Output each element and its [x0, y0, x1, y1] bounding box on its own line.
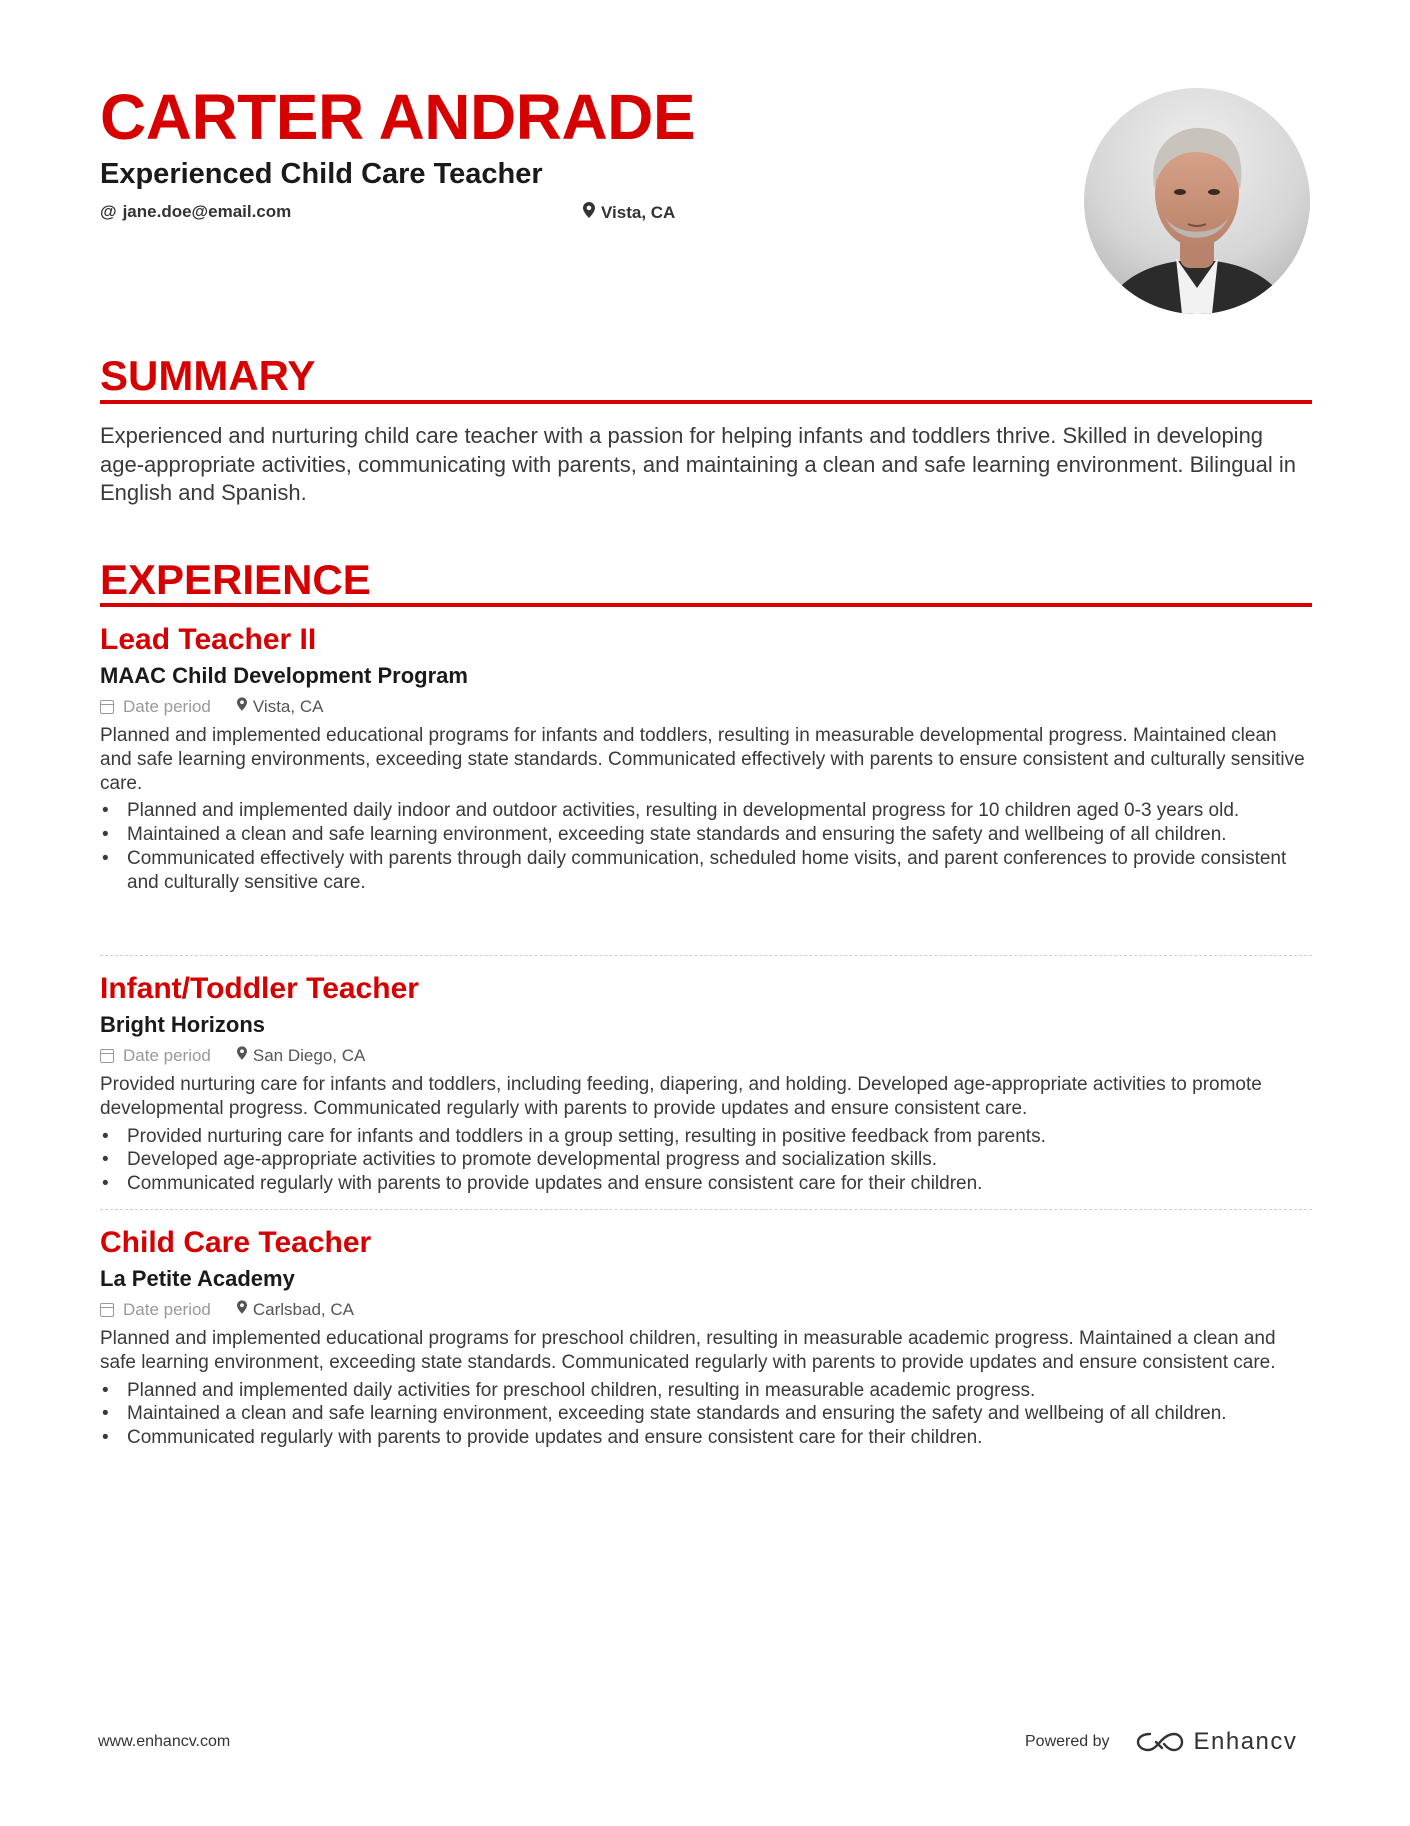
at-icon: @: [100, 202, 117, 221]
list-item: • Planned and implemented daily activities for preschool children, resulting in measurable academic progress.: [100, 1379, 1312, 1403]
job-description: Provided nurturing care for infants and toddlers, including feeding, diapering, and holding. Developed age-appropriate activities to promote developmental progress. Communicated regularly with parents to provide updates and ensure consistent care.: [100, 1074, 1262, 1119]
job-location: Carlsbad, CA: [252, 1300, 354, 1319]
job-title: Lead Teacher II: [100, 623, 317, 656]
footer-branding: [1025, 1722, 1297, 1762]
job-location: San Diego, CA: [252, 1046, 366, 1065]
experience-rule: [100, 603, 1312, 607]
email-contact[interactable]: [100, 202, 291, 222]
job-date: Date period: [123, 1046, 211, 1065]
candidate-title: Experienced Child Care Teacher: [100, 158, 543, 190]
job-divider: [100, 1209, 1312, 1210]
job-date: Date period: [123, 697, 211, 716]
experience-heading: EXPERIENCE: [100, 556, 371, 603]
job-meta: [100, 1299, 1312, 1321]
location-text: Vista, CA: [601, 202, 676, 222]
powered-by-text: Powered by: [1025, 1733, 1110, 1750]
map-pin-icon: [237, 1299, 247, 1321]
job-title: Child Care Teacher: [100, 1226, 372, 1259]
list-item: • Communicated effectively with parents through daily communication, scheduled home visits, and parent conferences to provide consistent and culturally sensitive care.: [100, 847, 1312, 895]
job-description: Planned and implemented educational programs for preschool children, resulting in measurable academic progress. Maintained a clean and safe learning environment, exceeding state standards. Communicated regularly with parents to provide updates and ensure consistent care.: [100, 1328, 1276, 1373]
job-bullets: [100, 1125, 1312, 1196]
job-bullets: [100, 799, 1312, 894]
email-text: jane.doe@email.com: [122, 202, 292, 221]
list-item: • Communicated regularly with parents to provide updates and ensure consistent care for their children.: [100, 1172, 1312, 1196]
location-contact: [583, 202, 675, 223]
profile-photo: [1084, 88, 1310, 314]
list-item: • Developed age-appropriate activities to promote developmental progress and socialization skills.: [100, 1148, 1312, 1172]
job-divider: [100, 955, 1312, 956]
candidate-name: CARTER ANDRADE: [100, 81, 696, 153]
company-name: MAAC Child Development Program: [100, 663, 468, 688]
list-item: • Maintained a clean and safe learning environment, exceeding state standards and ensuring the safety and wellbeing of all children.: [100, 823, 1312, 847]
list-item: • Maintained a clean and safe learning environment, exceeding state standards and ensuring the safety and wellbeing of all children.: [100, 1402, 1312, 1426]
company-name: La Petite Academy: [100, 1266, 295, 1291]
profile-photo-illustration: [1084, 88, 1310, 314]
contact-info: [100, 202, 1060, 226]
job-meta: [100, 1045, 1312, 1067]
job-location: Vista, CA: [252, 697, 324, 716]
enhancv-logo-icon: [1136, 1730, 1184, 1754]
experience-item-1: [100, 622, 1312, 895]
list-item: • Planned and implemented daily indoor and outdoor activities, resulting in developmental progress for 10 children aged 0-3 years old.: [100, 799, 1312, 823]
summary-heading: SUMMARY: [100, 352, 316, 399]
map-pin-icon: [237, 696, 247, 718]
footer-website[interactable]: www.enhancv.com: [98, 1733, 231, 1750]
calendar-icon: [100, 700, 114, 714]
summary-text: Experienced and nurturing child care teacher with a passion for helping infants and toddlers thrive. Skilled in developing age-appropriate activities, communicating with parents, and maintaining a clean and safe learning environment. Bilingual in English and Spanish.: [100, 423, 1297, 505]
job-date: Date period: [123, 1300, 211, 1319]
map-pin-icon: [237, 1045, 247, 1067]
resume-header: [100, 82, 1060, 226]
job-bullets: [100, 1379, 1312, 1450]
experience-item-2: [100, 971, 1312, 1196]
summary-rule: [100, 400, 1312, 404]
job-meta: [100, 696, 1312, 718]
company-name: Bright Horizons: [100, 1012, 265, 1037]
map-pin-icon: [583, 202, 595, 223]
experience-item-3: [100, 1225, 1312, 1450]
calendar-icon: [100, 1303, 114, 1317]
list-item: • Provided nurturing care for infants and toddlers in a group setting, resulting in positive feedback from parents.: [100, 1125, 1312, 1149]
job-title: Infant/Toddler Teacher: [100, 972, 419, 1005]
calendar-icon: [100, 1049, 114, 1063]
job-description: Planned and implemented educational programs for infants and toddlers, resulting in measurable developmental progress. Maintained clean and safe learning environments, exceeding state standards. Communicated effectively with parents to ensure consistent and culturally sensitive care.: [100, 725, 1305, 794]
enhancv-brand: Enhancv: [1193, 1728, 1298, 1755]
list-item: • Communicated regularly with parents to provide updates and ensure consistent care for their children.: [100, 1426, 1312, 1450]
